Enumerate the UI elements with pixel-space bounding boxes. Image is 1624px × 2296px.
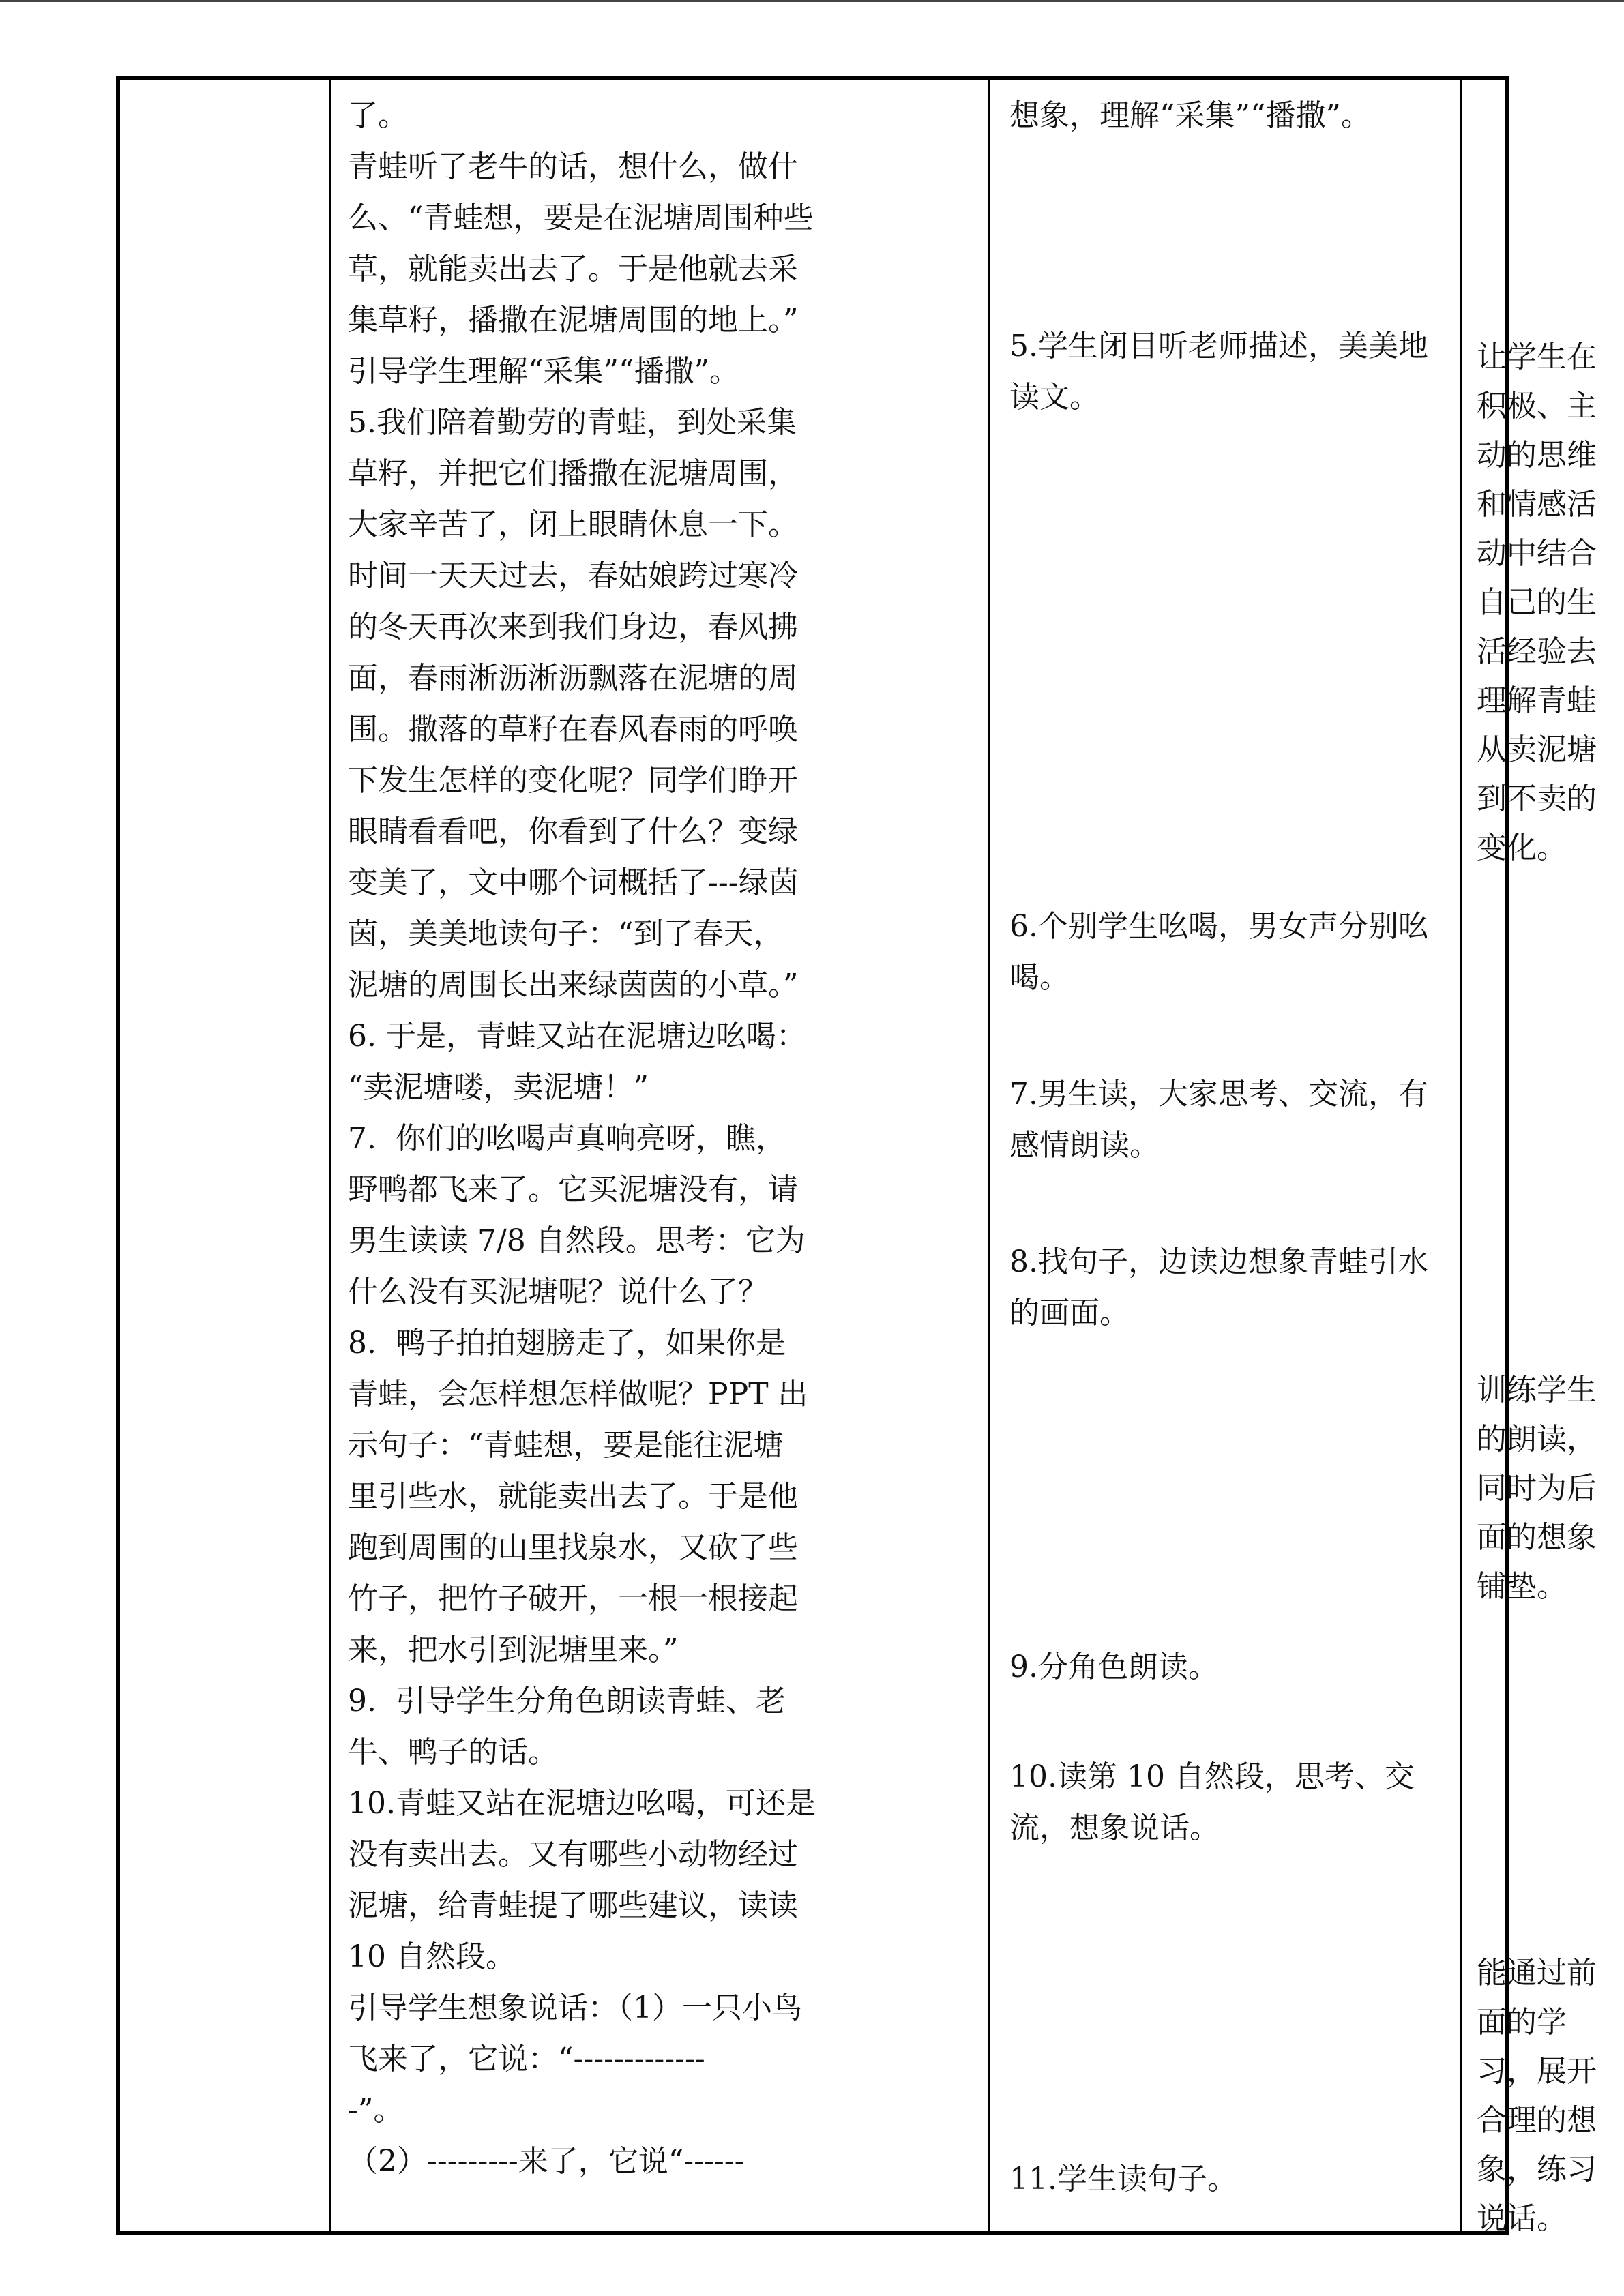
teacher-activity-line: 10.青蛙又站在泥塘边吆喝，可还是 xyxy=(348,1786,816,1821)
teacher-activity-line: 飞来了，它说：“------------- xyxy=(348,2042,705,2076)
student-activity-block: 7.男生读，大家思考、交流，有感情朗读。 xyxy=(1009,1077,1428,1163)
teacher-activity-line: 没有卖出去。又有哪些小动物经过 xyxy=(348,1837,798,1872)
teacher-activity-line: 茵，美美地读句子：“到了春天， xyxy=(348,916,784,951)
teacher-activity-line: 引导学生理解“采集”“播撒”。 xyxy=(348,354,739,389)
column-divider-1 xyxy=(329,80,331,2231)
teacher-activity-line: 了。 xyxy=(348,98,408,133)
teacher-activity-line: 5.我们陪着勤劳的青蛙，到处采集 xyxy=(348,405,797,440)
teacher-activity-line: 里引些水，就能卖出去了。于是他 xyxy=(348,1479,798,1514)
teacher-activity-line: 示句子：“青蛙想，要是能往泥塘 xyxy=(348,1428,784,1463)
teacher-activity-line: 9. 引导学生分角色朗读青蛙、老 xyxy=(348,1684,786,1718)
page-top-border xyxy=(0,0,1624,2)
teacher-activity-line: 竹子，把竹子破开，一根一根接起 xyxy=(348,1581,798,1616)
teacher-activity-line: 8. 鸭子拍拍翅膀走了，如果你是 xyxy=(348,1326,786,1360)
teacher-activity-line: 牛、鸭子的话。 xyxy=(348,1735,558,1770)
teacher-activity-line: 青蛙听了老牛的话，想什么，做什 xyxy=(348,149,798,184)
teacher-activity-line: 跑到周围的山里找泉水，又砍了些 xyxy=(348,1530,798,1565)
student-activity-block: 11.学生读句子。 xyxy=(1009,2162,1237,2196)
teacher-activity-line: “卖泥塘喽，卖泥塘！” xyxy=(348,1070,649,1105)
teacher-activity-line: -”。 xyxy=(348,2093,404,2128)
student-activity-block: 5.学生闭目听老师描述，美美地读文。 xyxy=(1009,329,1428,415)
teacher-activity-line: 男生读读 7/8 自然段。思考：它为 xyxy=(348,1223,806,1258)
design-intent-block: 能通过前面的学习，展开合理的想象，练习说话。 xyxy=(1477,1956,1597,2236)
teacher-activity-line: 野鸭都飞来了。它买泥塘没有，请 xyxy=(348,1172,798,1207)
teacher-activity-line: 眼睛看看吧，你看到了什么？变绿 xyxy=(348,814,798,849)
teacher-activity-line: 泥塘的周围长出来绿茵茵的小草。” xyxy=(348,968,799,1002)
student-activity-block: 10.读第 10 自然段，思考、交流，想象说话。 xyxy=(1009,1759,1415,1845)
teacher-activity-line: 大家辛苦了，闭上眼睛休息一下。 xyxy=(348,507,798,542)
design-intent-block: 让学生在积极、主动的思维和情感活动中结合自己的生活经验去理解青蛙从卖泥塘到不卖的变化。 xyxy=(1477,340,1597,865)
teacher-activity-line: 的冬天再次来到我们身边，春风拂 xyxy=(348,610,798,644)
lesson-plan-table xyxy=(116,76,1597,2236)
teacher-activity-line: 10 自然段。 xyxy=(348,1939,516,1974)
teacher-activity-line: 6. 于是，青蛙又站在泥塘边吆喝： xyxy=(348,1019,806,1054)
teacher-activity-line: 什么没有买泥塘呢？说什么了？ xyxy=(348,1274,768,1309)
teacher-activity-line: 集草籽，播撒在泥塘周围的地上。” xyxy=(348,303,799,338)
design-intent-column xyxy=(1464,80,1597,2236)
design-intent-block: 训练学生的朗读，同时为后面的想象铺垫。 xyxy=(1477,1373,1597,1604)
column-1-empty xyxy=(120,80,329,2231)
student-activity-block: 6.个别学生吆喝，男女声分别吆喝。 xyxy=(1009,909,1428,995)
teacher-activity-line: 青蛙，会怎样想怎样做呢？PPT 出 xyxy=(348,1377,808,1412)
teacher-activity-line: 变美了，文中哪个词概括了---绿茵 xyxy=(348,865,799,900)
teacher-activity-line: 引导学生想象说话：（1）一只小鸟 xyxy=(348,1991,802,2025)
teacher-activity-line: 7. 你们的吆喝声真响亮呀，瞧， xyxy=(348,1121,786,1156)
teacher-activity-line: 草籽，并把它们播撒在泥塘周围， xyxy=(348,456,798,491)
student-activity-block: 8.找句子，边读边想象青蛙引水的画面。 xyxy=(1009,1244,1428,1330)
teacher-activity-line: 时间一天天过去，春姑娘跨过寒冷 xyxy=(348,558,798,593)
student-activity-block: 想象，理解“采集”“播撒”。 xyxy=(1009,98,1371,133)
teacher-activity-line: （2）---------来了，它说“------ xyxy=(348,2144,745,2179)
teacher-activity-column xyxy=(333,80,990,2231)
teacher-activity-line: 围。撒落的草籽在春风春雨的呼唤 xyxy=(348,712,798,747)
teacher-activity-line: 泥塘，给青蛙提了哪些建议，读读 xyxy=(348,1888,798,1923)
teacher-activity-line: 来，把水引到泥塘里来。” xyxy=(348,1632,679,1667)
student-activity-block: 9.分角色朗读。 xyxy=(1009,1650,1218,1684)
teacher-activity-line: 么、“青蛙想，要是在泥塘周围种些 xyxy=(348,200,814,235)
student-activity-column xyxy=(993,80,1462,2231)
teacher-activity-line: 草，就能卖出去了。于是他就去采 xyxy=(348,252,798,286)
teacher-activity-line: 面，春雨淅沥淅沥飘落在泥塘的周 xyxy=(348,661,798,696)
teacher-activity-line: 下发生怎样的变化呢？同学们睁开 xyxy=(348,763,798,798)
